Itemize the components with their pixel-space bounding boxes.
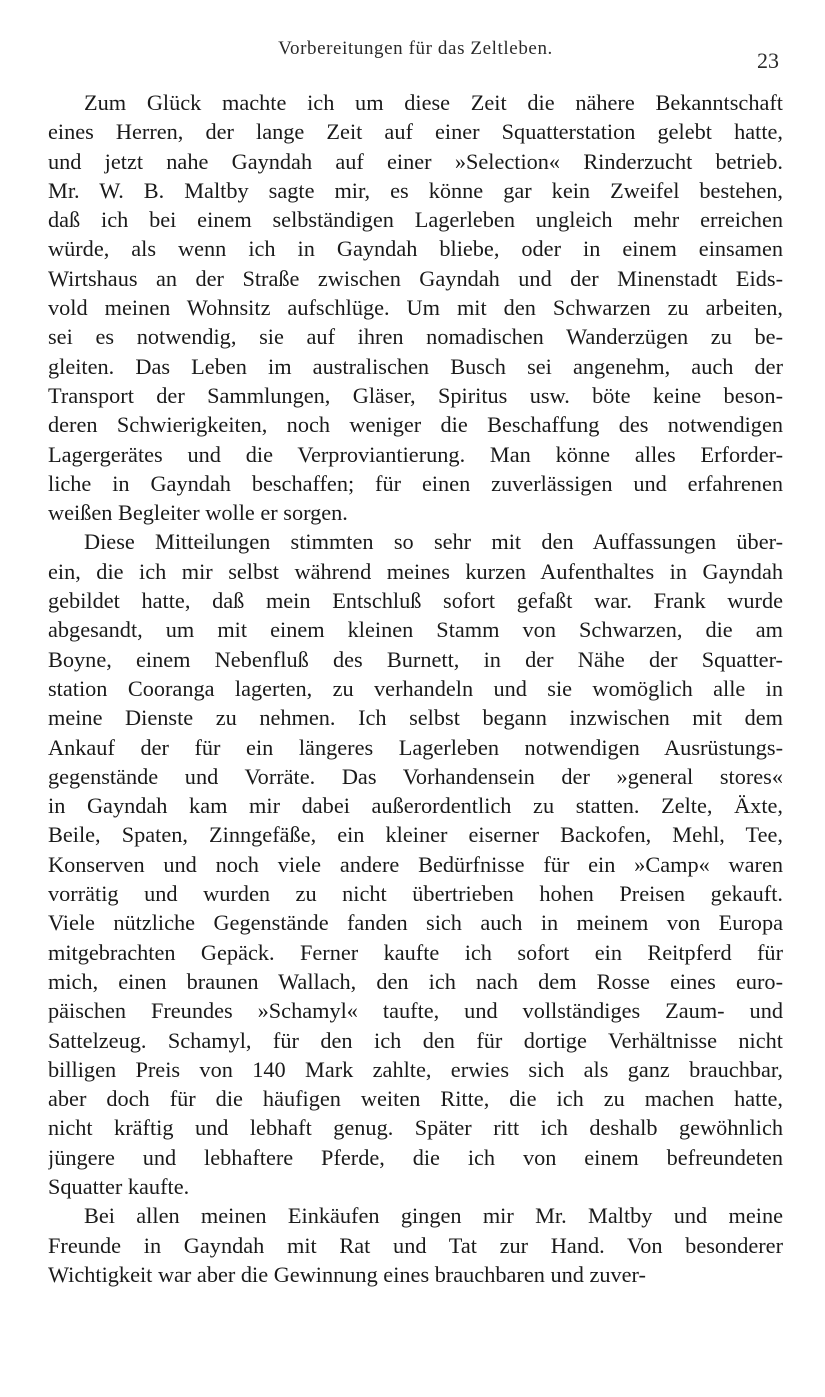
text-line: deren Schwierigkeiten, noch weniger die Beschaffung des notwendigen bbox=[48, 412, 783, 438]
text-line: Ankauf der für ein längeres Lagerleben notwendigen Ausrüstungs- bbox=[48, 734, 783, 760]
text-line: mich, einen braunen Wallach, den ich nach dem Rosse eines euro- bbox=[48, 968, 783, 994]
text-line: Squatter kaufte. bbox=[48, 1173, 190, 1199]
text-line: Bei allen meinen Einkäufen gingen mir Mr. Maltby und meine bbox=[84, 1203, 783, 1229]
text-line: Zum Glück machte ich um diese Zeit die nähere Bekanntschaft bbox=[84, 90, 783, 115]
text-line: mitgebrachten Gepäck. Ferner kaufte ich sofort ein Reitpferd für bbox=[48, 939, 783, 965]
text-line: aber doch für die häufigen weiten Ritte, die ich zu machen hatte, bbox=[48, 1086, 783, 1112]
page-number: 23 bbox=[757, 48, 779, 73]
text-line: weißen Begleiter wolle er sorgen. bbox=[48, 500, 348, 526]
text-line: Mr. W. B. Maltby sagte mir, es könne gar kein Zweifel bestehen, bbox=[48, 177, 783, 203]
text-line: vorrätig und wurden zu nicht übertrieben hohen Preisen gekauft. bbox=[48, 881, 783, 907]
text-line: gegenstände und Vorräte. Das Vorhandensein der »general stores« bbox=[48, 763, 783, 789]
text-line: Diese Mitteilungen stimmten so sehr mit den Auffassungen über- bbox=[84, 529, 783, 555]
text-line: nicht kräftig und lebhaft genug. Später ritt ich deshalb gewöhnlich bbox=[48, 1115, 783, 1141]
text-line: Lagergerätes und die Verproviantierung. Man könne alles Erforder- bbox=[48, 441, 783, 467]
text-line: würde, als wenn ich in Gayndah bliebe, oder in einem einsamen bbox=[48, 236, 783, 262]
text-line: billigen Preis von 140 Mark zahlte, erwies sich als ganz brauchbar, bbox=[48, 1056, 783, 1082]
text-line: meine Dienste zu nehmen. Ich selbst begann inzwischen mit dem bbox=[48, 705, 783, 731]
text-line: jüngere und lebhaftere Pferde, die ich von einem befreundeten bbox=[48, 1144, 783, 1170]
text-line: Konserven und noch viele andere Bedürfnisse für ein »Camp« waren bbox=[48, 851, 783, 877]
text-line: Boyne, einem Nebenfluß des Burnett, in der Nähe der Squatter- bbox=[48, 646, 783, 672]
body-text bbox=[48, 88, 783, 1289]
text-line: station Cooranga lagerten, zu verhandeln und sie womöglich alle in bbox=[48, 675, 783, 701]
text-line: päischen Freundes »Schamyl« taufte, und vollständiges Zaum- und bbox=[48, 998, 783, 1024]
text-line: daß ich bei einem selbständigen Lagerleben ungleich mehr erreichen bbox=[48, 207, 783, 233]
text-line: Beile, Spaten, Zinngefäße, ein kleiner eiserner Backofen, Mehl, Tee, bbox=[48, 822, 783, 848]
text-line: in Gayndah kam mir dabei außerordentlich zu statten. Zelte, Äxte, bbox=[48, 793, 783, 819]
text-line: vold meinen Wohnsitz aufschlüge. Um mit den Schwarzen zu arbeiten, bbox=[48, 295, 783, 321]
text-line: und jetzt nahe Gayndah auf einer »Selection« Rinderzucht betrieb. bbox=[48, 148, 783, 174]
text-line: abgesandt, um mit einem kleinen Stamm von Schwarzen, die am bbox=[48, 617, 783, 643]
text-line: Freunde in Gayndah mit Rat und Tat zur Hand. Von besonderer bbox=[48, 1232, 783, 1258]
text-line: Viele nützliche Gegenstände fanden sich auch in meinem von Europa bbox=[48, 910, 783, 936]
running-title: Vorbereitungen für das Zeltleben. bbox=[278, 38, 553, 59]
text-line: Transport der Sammlungen, Gläser, Spiritus usw. böte keine beson- bbox=[48, 382, 783, 408]
text-line: Wirtshaus an der Straße zwischen Gayndah und der Minenstadt Eids- bbox=[48, 265, 783, 291]
text-line: gebildet hatte, daß mein Entschluß sofort gefaßt war. Frank wurde bbox=[48, 588, 783, 614]
text-line: gleiten. Das Leben im australischen Busch sei angenehm, auch der bbox=[48, 353, 783, 379]
running-head bbox=[48, 38, 783, 73]
text-line: Sattelzeug. Schamyl, für den ich den für dortige Verhältnisse nicht bbox=[48, 1027, 783, 1053]
text-line: sei es notwendig, sie auf ihren nomadischen Wanderzügen zu be- bbox=[48, 324, 783, 350]
text-line: liche in Gayndah beschaffen; für einen zuverlässigen und erfahrenen bbox=[48, 470, 783, 496]
text-line: eines Herren, der lange Zeit auf einer Squatterstation gelebt hatte, bbox=[48, 119, 783, 145]
text-line: Wichtigkeit war aber die Gewinnung eines brauchbaren und zuver- bbox=[48, 1261, 646, 1287]
text-line: ein, die ich mir selbst während meines kurzen Aufenthaltes in Gayndah bbox=[48, 558, 783, 584]
